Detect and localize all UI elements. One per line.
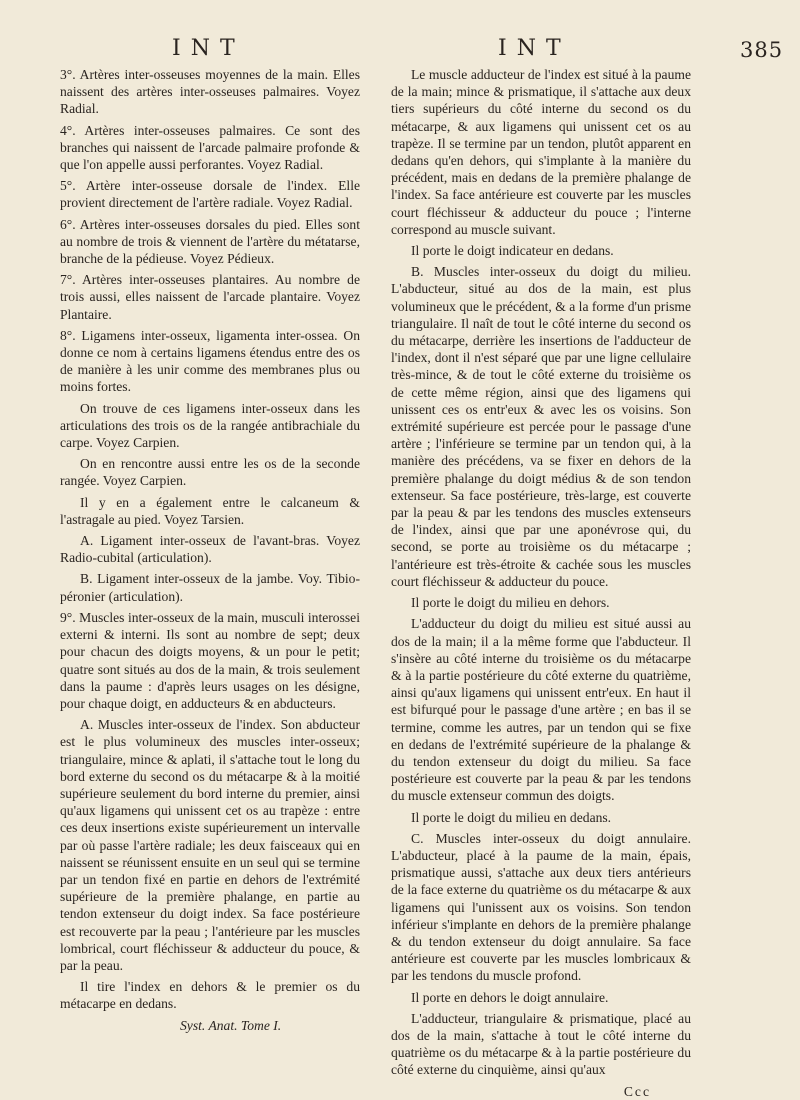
paragraph: Il porte le doigt indicateur en dedans.: [411, 243, 614, 259]
paragraph: 4°. Artères inter-osseuses palmaires. Ce sont des branches qui naissent de l'arcade palmaire profonde & que l'on appelle aussi perforantes. Voyez Radial.: [60, 122, 360, 173]
paragraph: On trouve de ces ligamens inter-osseux dans les articulations des trois os de la rangée antibrachiale du carpe. Voyez Carpien.: [60, 400, 360, 451]
paragraph: Il y en a également entre le calcaneum & l'astragale au pied. Voyez Tarsien.: [60, 494, 360, 527]
running-head-right: INT: [498, 36, 571, 61]
paragraph: 7°. Artères inter-osseuses plantaires. Au nombre de trois aussi, elles naissent de l'arcade plantaire. Voyez Plantaire.: [60, 272, 360, 322]
paragraph: Il porte en dehors le doigt annulaire.: [411, 989, 609, 1005]
paragraph: L'adducteur, triangulaire & prismatique, placé au dos de la main, s'attache à tout le côté interne du quatrième os du métacarpe & à la partie postérieure du côté externe du cinquième, ainsi qu'aux: [391, 1010, 691, 1078]
paragraph: Le muscle adducteur de l'index est situé à la paume de la main; mince & prismatique, il s'attache aux deux tiers supérieurs du côté interne du second os du métacarpe, & aux ligamens qui unissent cet os au trapèze. Il se termine par un tendon, plutôt apparent en dedans qu'en dehors, qui s'implante à la manière du précédent, mais en dedans de la première phalange de l'index. Sa face antérieure est couverte par les muscles court fléchisseur & adducteur du pouce ; l'interne correspond au muscle suivant.: [391, 67, 691, 237]
paragraph: A. Ligament inter-osseux de l'avant-bras. Voyez Radio-cubital (articulation).: [60, 533, 360, 566]
paragraph: On en rencontre aussi entre les os de la seconde rangée. Voyez Carpien.: [60, 456, 360, 489]
paragraph: 5°. Artère inter-osseuse dorsale de l'index. Elle provient directement de l'artère radiale. Voyez Radial.: [60, 178, 360, 211]
paragraph: Il tire l'index en dehors & le premier os du métacarpe en dedans.: [60, 979, 360, 1012]
paragraph: 6°. Artères inter-osseuses dorsales du pied. Elles sont au nombre de trois & viennent de l'artère du métatarse, branche de la pédieuse. Voyez Pédieux.: [60, 216, 360, 267]
gathering-signature: Ccc: [623, 1083, 651, 1099]
paragraph: Il porte le doigt du milieu en dehors.: [411, 595, 610, 611]
paragraph: 3°. Artères inter-osseuses moyennes de la main. Elles naissent des artères inter-osseuses palmaires. Voyez Radial.: [60, 67, 360, 117]
paragraph: C. Muscles inter-osseux du doigt annulaire. L'abducteur, placé à la paume de la main, épais, prismatique aussi, s'attache aux deux tiers antérieurs de la face externe du quatrième os du métacarpe & aux ligamens qui l'unissent aux os voisins. Son tendon inférieur s'implante en dehors de la première phalange & du tendon extenseur du doigt annulaire. Sa face antérieure est couverte par les muscles lombricaux & par les tendons du muscle profond.: [391, 830, 691, 984]
page-number: 385: [740, 38, 784, 62]
paragraph: A. Muscles inter-osseux de l'index. Son abducteur est le plus volumineux des muscles inter-osseux; triangulaire, mince & aplati, il s'attache tout le long du bord externe du second os du métacarpe & à la moitié supérieure seulement du bord interne du premier, ainsi qu'aux ligamens qui unissent cet os au trapèze : entre ces deux insertions existe supérieurement un intervalle par où passe l'artère radiale; les deux faisceaux qui en naissent se réunissent ensuite en un seul qui se termine par un tendon fixé en partie en dehors de l'extrémité supérieure de la première phalange, en partie au tendon extenseur du doigt index. Sa face postérieure est recouverte par la peau ; l'antérieure par les muscles lombrical, court fléchisseur & adducteur du pouce, & par la peau.: [60, 717, 360, 973]
signature-mark: Syst. Anat. Tome I.: [180, 1017, 282, 1033]
paragraph: 8°. Ligamens inter-osseux, ligamenta inter-ossea. On donne ce nom à certains ligamens étendus entre des os de manière à les unir comme des membranes plus ou moins fortes.: [60, 327, 360, 395]
paragraph: B. Muscles inter-osseux du doigt du milieu. L'abducteur, situé au dos de la main, est plus volumineux que le précédent, & a la forme d'un prisme triangulaire. Il naît de tout le côté interne du second os du métacarpe, derrière les insertions de l'adducteur de l'index, dont il n'est séparé que par une ligne cellulaire très-mince, & de tout le côté externe du troisième os de cette même région, ainsi que des ligamens qui unissent ces os entr'eux & avec les os voisins. Son extrémité supérieure est percée pour le passage d'une artère ; l'inférieure se termine par un tendon qui, à la manière des précédens, va se fixer en dehors de la première phalange du doigt médius & de son tendon extenseur. Sa face postérieure, très-large, est couverte par la peau & par les tendons des muscles extenseurs de l'index, ainsi que par une aponévrose qui, du second, se porte au troisième os du métacarpe ; l'antérieure est très-étroite & cachée sous les muscles court fléchisseur & adducteur du pouce.: [391, 264, 691, 589]
left-column: [60, 66, 360, 1034]
right-column: [391, 66, 691, 1100]
paragraph: B. Ligament inter-osseux de la jambe. Voy. Tibio-péronier (articulation).: [60, 571, 360, 604]
running-head-left: INT: [172, 36, 245, 61]
paragraph: Il porte le doigt du milieu en dedans.: [411, 809, 612, 825]
paragraph: 9°. Muscles inter-osseux de la main, musculi interossei externi & interni. Ils sont au nombre de sept; deux pour chacun des doigts moyens, & un pour le petit; quatre sont situés au dos de la main, & trois seulement dans la paume : d'après leurs usages on les désigne, pour chaque doigt, en adducteurs & en abducteurs.: [60, 609, 360, 711]
paragraph: L'adducteur du doigt du milieu est situé aussi au dos de la main; il a la même forme que l'abducteur. Il s'insère au côté interne du troisième os du métacarpe & à la partie postérieure du côté externe du quatrième, ainsi qu'aux ligamens qui unissent entr'eux. En haut il est bifurqué pour le passage d'une artère ; en bas il se termine, comme les autres, par un tendon qui se fixe en dedans de l'extrémité supérieure de la phalange & du tendon extenseur du doigt du milieu. Sa face postérieure est couverte par la peau & par les tendons du muscle extenseur commun des doigts.: [391, 616, 691, 804]
